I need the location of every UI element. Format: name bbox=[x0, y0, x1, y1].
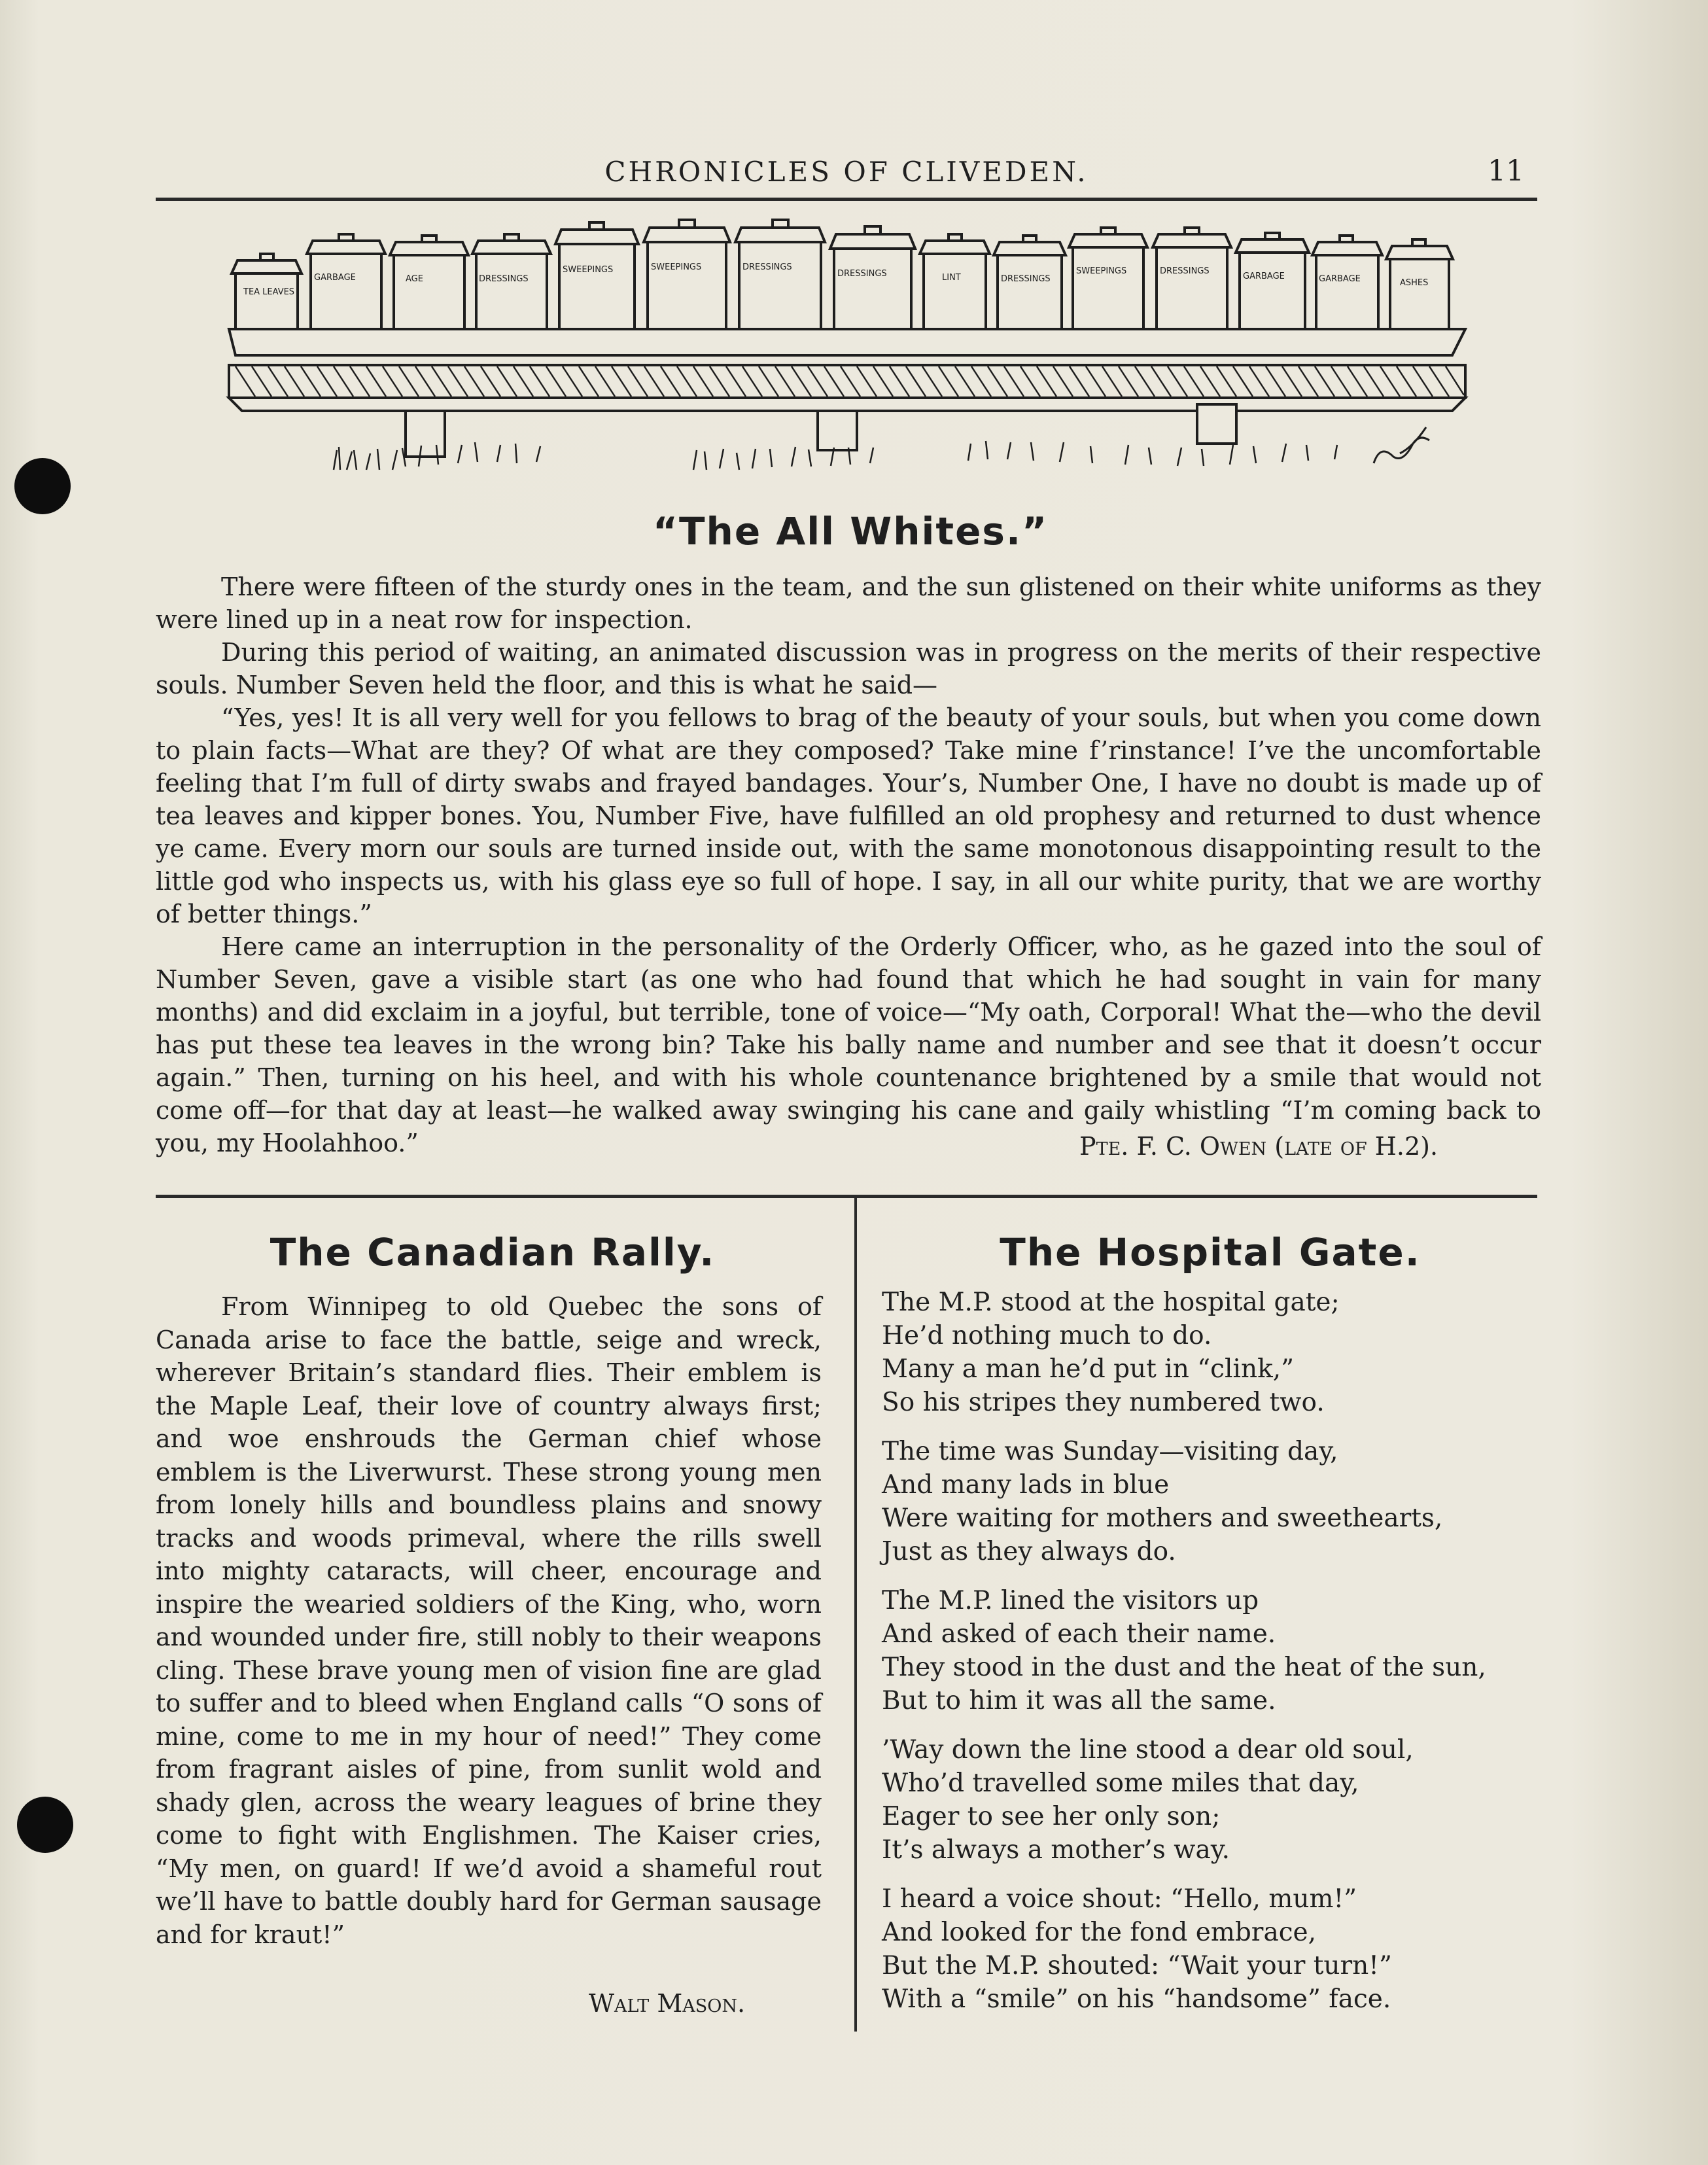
all-whites-signature: Pte. F. C. Owen (late of H.2). bbox=[1079, 1132, 1438, 1161]
poem-line: They stood in the dust and the heat of the sun, bbox=[882, 1653, 1486, 1682]
bin-label: SWEEPINGS bbox=[651, 262, 702, 272]
poem-line: He’d nothing much to do. bbox=[882, 1321, 1212, 1350]
bin-label: TEA LEAVES bbox=[243, 287, 295, 297]
poem-line: Just as they always do. bbox=[882, 1537, 1176, 1566]
poem-line: With a “smile” on his “handsome” face. bbox=[882, 1984, 1391, 2014]
all-whites-heading: “The All Whites.” bbox=[652, 509, 1049, 554]
bin-label: DRESSINGS bbox=[1160, 266, 1210, 276]
all-whites-paragraph: During this period of waiting, an animated discussion was in progress on the merits of their respective souls. Number Seven held the floor, and this is what he said— bbox=[156, 638, 1541, 699]
hospital-gate-heading: The Hospital Gate. bbox=[1000, 1230, 1421, 1275]
poem-line: Were waiting for mothers and sweethearts, bbox=[882, 1504, 1443, 1533]
poem-line: The time was Sunday—visiting day, bbox=[882, 1437, 1338, 1466]
poem-line: The M.P. lined the visitors up bbox=[882, 1586, 1259, 1615]
poem-line: But the M.P. shouted: “Wait your turn!” bbox=[882, 1951, 1392, 1980]
canadian-rally-text: From Winnipeg to old Quebec the sons of Canada arise to face the battle, seige and wreck, wherever Britain’s standard flies. Their emblem is the Maple Leaf, their love of country always first; and woe enshrouds the German chief whose emblem is the Liverwurst. These strong young men from lonely hills and boundless plains and snowy tracks and woods primeval, where the rills swell into mighty cataracts, will cheer, encourage and inspire the wearied soldiers of the King, who, worn and wounded under fire, still nobly to their weapons cling. These brave young men of vision fine are glad to suffer and to bleed when England calls “O sons of mine, come to me in my hour of need!” They come from fragrant aisles of pine, from sunlit wold and shady glen, across the weary leagues of brine they come to fight with Englishmen. The Kaiser cries, “My men, on guard! If we’d avoid a shameful rout we’ll have to battle doubly hard for German sausage and for kraut!” bbox=[156, 1292, 822, 1949]
poem-line: Eager to see her only son; bbox=[882, 1802, 1221, 1831]
poem-stanza bbox=[882, 1733, 1549, 1867]
bin-label: DRESSINGS bbox=[1001, 274, 1051, 284]
bin-label: GARBAGE bbox=[1319, 274, 1361, 284]
poem-line: But to him it was all the same. bbox=[882, 1686, 1276, 1716]
bin-label: ASHES bbox=[1400, 278, 1429, 288]
poem-line: I heard a voice shout: “Hello, mum!” bbox=[882, 1884, 1357, 1914]
poem-line: Who’d travelled some miles that day, bbox=[882, 1769, 1359, 1798]
publication-title: CHRONICLES OF CLIVEDEN. bbox=[604, 156, 1089, 188]
poem-stanza bbox=[882, 1286, 1549, 1419]
poem-line: It’s always a mother’s way. bbox=[882, 1835, 1230, 1865]
poem-line: So his stripes they numbered two. bbox=[882, 1388, 1325, 1417]
bin-label: GARBAGE bbox=[1243, 272, 1285, 281]
bin-label: DRESSINGS bbox=[742, 262, 792, 272]
poem-stanza bbox=[882, 1584, 1549, 1717]
bin-label: DRESSINGS bbox=[479, 274, 529, 284]
canadian-rally-signature: Walt Mason. bbox=[589, 1989, 746, 2018]
canadian-rally-heading: The Canadian Rally. bbox=[270, 1230, 716, 1275]
hospital-gate-poem bbox=[882, 1286, 1549, 2032]
bin-label: GARBAGE bbox=[314, 273, 356, 283]
poem-line: The M.P. stood at the hospital gate; bbox=[882, 1288, 1340, 1317]
page-number: 11 bbox=[1488, 154, 1524, 188]
running-header bbox=[156, 152, 1537, 201]
bin-label: LINT bbox=[942, 273, 961, 283]
poem-stanza bbox=[882, 1435, 1549, 1568]
column-divider bbox=[854, 1198, 857, 2032]
bins-illustration bbox=[222, 208, 1485, 509]
all-whites-paragraph: “Yes, yes! It is all very well for you fellows to brag of the beauty of your souls, but when you come down to plain facts—What are they? Of what are they composed? Take mine f’rinstance! I’ve the uncomfortable feeling that I’m full of dirty swabs and frayed bandages. Your’s, Number One, I have no doubt is made up of tea leaves and kipper bones. You, Number Five, have fulfilled an old prophesy and returned to dust whence ye came. Every morn our souls are turned inside out, with the same monotonous disappointing result to the little god who inspects us, with his glass eye so full of hope. I say, in all our white purity, that we are worthy of better things.” bbox=[156, 703, 1541, 928]
poem-line: And asked of each their name. bbox=[882, 1619, 1276, 1649]
bin-label: SWEEPINGS bbox=[563, 265, 614, 275]
bin-label: SWEEPINGS bbox=[1076, 266, 1127, 276]
binding-hole-bottom bbox=[17, 1797, 73, 1853]
poem-stanza bbox=[882, 1882, 1549, 2016]
section-divider bbox=[156, 1195, 1537, 1198]
bin-label: AGE bbox=[406, 274, 423, 284]
all-whites-paragraph: Here came an interruption in the personality of the Orderly Officer, who, as he gazed into the soul of Number Seven, gave a visible start (as one who had found that which he had sought in vain for many months) and did exclaim in a joyful, but terrible, tone of voice—“My oath, Corporal! What the—who the devil has put these tea leaves in the wrong bin? Take his bally name and number and see that it doesn’t occur again.” Then, turning on his heel, and with his whole countenance brightened by a smile that would not come off—for that day at least—he walked away swinging his cane and gaily whistling “I’m coming back to you, my Hoolahhoo.” bbox=[156, 932, 1541, 1157]
poem-line: And looked for the fond embrace, bbox=[882, 1918, 1317, 1947]
all-whites-paragraph: There were fifteen of the sturdy ones in the team, and the sun glistened on their white uniforms as they were lined up in a neat row for inspection. bbox=[156, 572, 1541, 634]
poem-line: ’Way down the line stood a dear old soul, bbox=[882, 1735, 1414, 1765]
poem-line: And many lads in blue bbox=[882, 1470, 1170, 1500]
binding-hole-top bbox=[14, 458, 71, 514]
poem-line: Many a man he’d put in “clink,” bbox=[882, 1354, 1295, 1384]
bin-label: DRESSINGS bbox=[837, 269, 887, 279]
